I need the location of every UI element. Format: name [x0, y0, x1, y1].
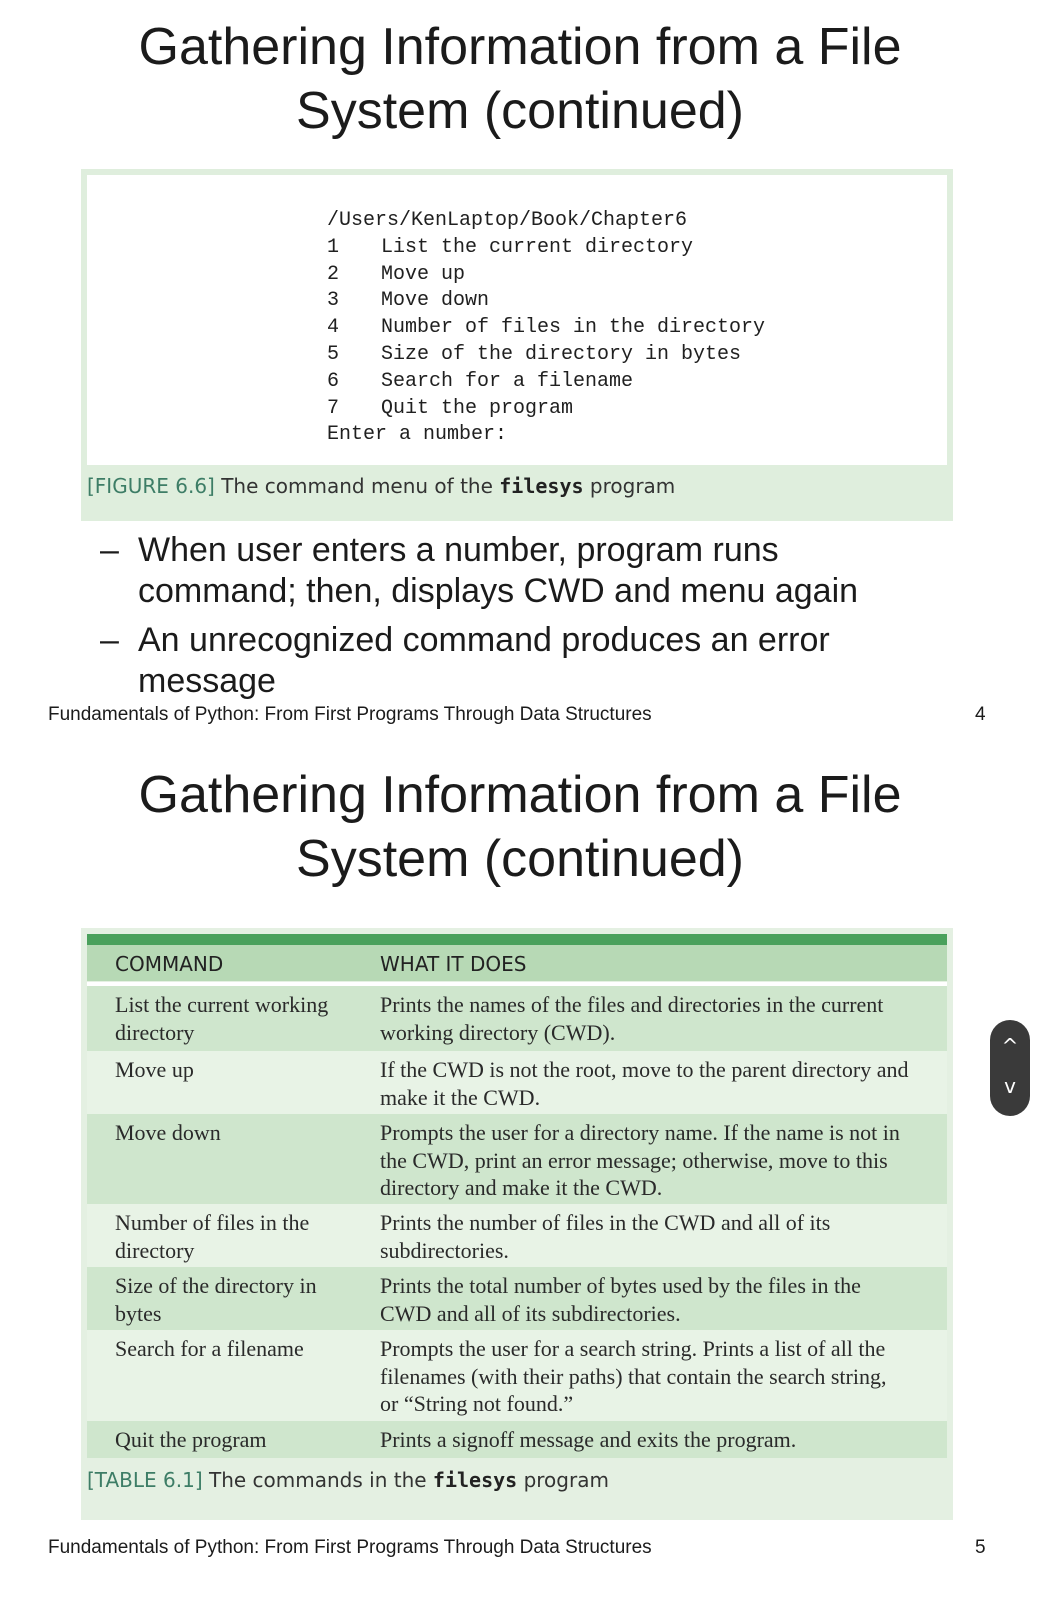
- bullet-item: – When user enters a number, program runs command; then, displays CWD and menu again: [100, 531, 859, 610]
- figure-caption: [FIGURE 6.6] The command menu of the filesys program: [87, 474, 676, 498]
- cwd-path: /Users/KenLaptop/Book/Chapter6: [327, 209, 688, 232]
- table-row: Move up If the CWD is not the root, move to the parent directory and make it the CWD.: [87, 1051, 947, 1114]
- menu-item: 1 List the current directory: [327, 235, 694, 259]
- menu-item: 2 Move up: [327, 262, 466, 286]
- table-caption: [TABLE 6.1] The commands in the filesys program: [87, 1468, 609, 1492]
- enter-number-prompt: Enter a number:: [327, 423, 508, 447]
- command-menu-listing: [87, 175, 947, 465]
- table-row: List the current working directory Prints the names of the files and directories in the current working directory (CWD).: [87, 986, 947, 1051]
- menu-item: 3 Move down: [327, 289, 490, 313]
- chevron-up-icon[interactable]: ^: [1001, 1034, 1019, 1058]
- slide-4-title-line2: System (continued): [296, 82, 744, 140]
- bullet-list: [100, 530, 920, 710]
- menu-item: 5 Size of the directory in bytes: [327, 342, 742, 366]
- table-row: Size of the directory in bytes Prints the total number of bytes used by the files in the CWD and all of its subdirectories.: [87, 1267, 947, 1330]
- table-header: [87, 945, 947, 981]
- table-row: Search for a filename Prompts the user for a search string. Prints a list of all the filenames (with their paths) that contain the search string, or “String not found.”: [87, 1330, 947, 1421]
- table-row: Quit the program Prints a signoff message and exits the program.: [87, 1421, 947, 1458]
- header-what-it-does: WHAT IT DOES: [380, 952, 527, 976]
- menu-item: 4 Number of files in the directory: [327, 316, 766, 340]
- header-command: COMMAND: [115, 952, 224, 976]
- slide-4-footer: Fundamentals of Python: From First Programs Through Data Structures: [48, 704, 652, 725]
- slide-4-page-number: 4: [975, 704, 986, 725]
- table-6-1: [81, 928, 953, 1520]
- menu-item: 6 Search for a filename: [327, 369, 634, 393]
- table-row: Move down Prompts the user for a directory name. If the name is not in the CWD, print an error message; otherwise, move to this directory and make it the CWD.: [87, 1114, 947, 1204]
- slide-5-footer: Fundamentals of Python: From First Programs Through Data Structures: [48, 1537, 652, 1558]
- slide-5-page-number: 5: [975, 1537, 986, 1558]
- slide-4-title-line1: Gathering Information from a File: [138, 18, 902, 76]
- table-row: Number of files in the directory Prints the number of files in the CWD and all of its subdirectories.: [87, 1204, 947, 1267]
- page-scroll-control[interactable]: [990, 1020, 1030, 1116]
- slide-5-title-line2: System (continued): [296, 830, 744, 888]
- chevron-down-icon[interactable]: v: [1004, 1074, 1016, 1098]
- menu-item: 7 Quit the program: [327, 396, 574, 420]
- slide-5-title-line1: Gathering Information from a File: [138, 766, 902, 824]
- bullet-item: – An unrecognized command produces an error message: [100, 621, 830, 700]
- table-top-rule: [87, 934, 947, 945]
- figure-6-6: [81, 169, 953, 521]
